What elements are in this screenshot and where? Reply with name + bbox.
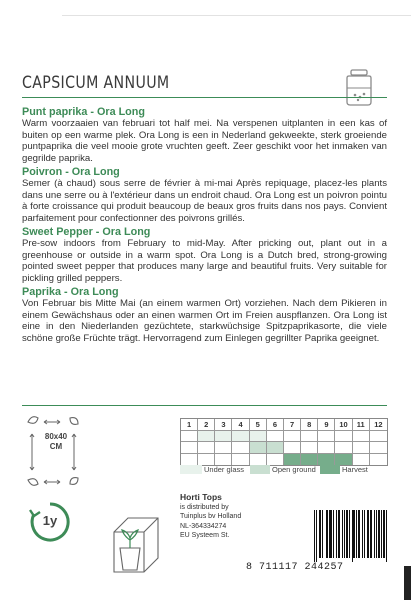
barcode-bar bbox=[320, 510, 321, 558]
calendar-cell bbox=[181, 431, 198, 443]
calendar-cell bbox=[284, 431, 301, 443]
calendar-grid bbox=[180, 418, 388, 466]
barcode-bar bbox=[386, 510, 387, 562]
calendar-cell bbox=[318, 442, 335, 454]
spacing-label bbox=[44, 432, 68, 452]
calendar-legend bbox=[180, 465, 388, 475]
calendar-month-10: 10 bbox=[335, 419, 352, 431]
calendar-month-6: 6 bbox=[267, 419, 284, 431]
sowing-calendar bbox=[180, 418, 388, 466]
company-info bbox=[180, 491, 300, 540]
calendar-cell bbox=[318, 431, 335, 443]
barcode-bar bbox=[352, 510, 353, 562]
calendar-cell bbox=[318, 454, 335, 466]
edge-mark bbox=[404, 566, 411, 600]
barcode-bar bbox=[349, 510, 350, 558]
calendar-cell bbox=[181, 454, 198, 466]
barcode-bar bbox=[347, 510, 348, 558]
barcode-bar bbox=[358, 510, 359, 558]
package-top-flap bbox=[62, 0, 411, 16]
company-name: Horti Tops bbox=[180, 492, 222, 502]
section-title: Poivron - Ora Long bbox=[22, 166, 120, 178]
calendar-cell bbox=[267, 431, 284, 443]
calendar-cell bbox=[198, 431, 215, 443]
barcode-bar bbox=[330, 510, 331, 558]
lifecycle-label: 1y bbox=[42, 513, 58, 528]
section-english bbox=[22, 226, 387, 284]
legend-harvest-swatch bbox=[320, 465, 340, 474]
barcode-bar bbox=[381, 510, 382, 558]
barcode bbox=[314, 510, 388, 568]
legend-harvest: Harvest bbox=[342, 465, 368, 474]
barcode-number: 8 711117 244257 bbox=[246, 562, 344, 573]
company-line: NL-364334274 bbox=[180, 522, 227, 530]
calendar-month-2: 2 bbox=[198, 419, 215, 431]
calendar-cell bbox=[267, 442, 284, 454]
calendar-cell bbox=[284, 442, 301, 454]
calendar-cell bbox=[215, 442, 232, 454]
calendar-cell bbox=[301, 454, 318, 466]
calendar-cell bbox=[370, 431, 387, 443]
calendar-cell bbox=[335, 442, 352, 454]
barcode-bar bbox=[378, 510, 379, 558]
legend-under-glass-swatch bbox=[180, 465, 202, 474]
calendar-cell bbox=[301, 442, 318, 454]
barcode-bar bbox=[329, 510, 330, 558]
barcode-bar bbox=[364, 510, 365, 558]
section-german bbox=[22, 286, 387, 344]
seed-jar-icon bbox=[342, 68, 376, 108]
barcode-bar bbox=[359, 510, 360, 558]
calendar-month-4: 4 bbox=[232, 419, 249, 431]
calendar-month-12: 12 bbox=[370, 419, 387, 431]
legend-open-ground: Open ground bbox=[272, 465, 316, 474]
calendar-cell bbox=[215, 431, 232, 443]
plant-spacing-icon bbox=[22, 414, 82, 490]
barcode-bar bbox=[327, 510, 328, 558]
legend-open-ground-swatch bbox=[250, 465, 270, 474]
barcode-bar bbox=[316, 510, 317, 562]
barcode-bar bbox=[368, 510, 369, 558]
barcode-bar bbox=[371, 510, 372, 558]
calendar-month-3: 3 bbox=[215, 419, 232, 431]
barcode-bar bbox=[370, 510, 371, 558]
description-sections bbox=[22, 106, 387, 346]
calendar-cell bbox=[215, 454, 232, 466]
calendar-cell bbox=[335, 454, 352, 466]
calendar-month-7: 7 bbox=[284, 419, 301, 431]
barcode-bar bbox=[376, 510, 377, 558]
section-body: Semer (à chaud) sous serre de février à mi-mai Après repiquage, placez-les plants dans une serre ou à l'extérieur dans un endroit chaud. Ora Long est un poivron pointu à forte croissance qui produit beaucoup de beaux gros fruits dans nos pays. Convient parfaitement pour confectionner des poivrons grillés. bbox=[22, 178, 387, 224]
calendar-cell bbox=[353, 442, 370, 454]
barcode-bar bbox=[326, 510, 327, 558]
calendar-cell bbox=[370, 442, 387, 454]
barcode-bar bbox=[383, 510, 384, 558]
title-rule bbox=[22, 97, 387, 98]
legend-under-glass: Under glass bbox=[204, 465, 245, 474]
barcode-bar bbox=[374, 510, 375, 558]
section-body: Von Februar bis Mitte Mai (an einem warmen Ort) vorziehen. Nach dem Pikieren in einem Gewächshaus oder an einen warmen Ort im Freien auspflanzen. Ora Long ist eine in den Niederlanden gezüchtete, starkwüchsige Spitzpaprikasorte, die viele schöne große Früchte trägt. Hervorragend zum Einlegen gegrillter Paprika geeignet. bbox=[22, 298, 387, 344]
barcode-bar bbox=[356, 510, 357, 558]
barcode-bar bbox=[362, 510, 363, 558]
species-title: CAPSICUM ANNUUM bbox=[22, 73, 170, 92]
calendar-cell bbox=[370, 454, 387, 466]
calendar-cell bbox=[267, 454, 284, 466]
barcode-bar bbox=[333, 510, 334, 558]
section-body: Warm voorzaaien van februari tot half mei. Na verspenen uitplanten in een kas of buiten op een warme plek. Ora Long is een in Nederland gekweekte, sterk groeiende puntpaprika die veel mooie grote vruchten geeft. Zeer geschikt voor het inmaken van gegrilde paprika. bbox=[22, 118, 387, 164]
calendar-cell bbox=[353, 431, 370, 443]
barcode-bar bbox=[331, 510, 332, 558]
section-french bbox=[22, 166, 387, 224]
calendar-cell bbox=[232, 454, 249, 466]
calendar-cell bbox=[198, 454, 215, 466]
company-line: is distributed by bbox=[180, 504, 229, 511]
section-body: Pre-sow indoors from February to mid-May. After pricking out, plant out in a greenhouse or outside in a warm spot. Ora Long is a Dutch bred, strong-growing pointed sweet pepper that produces many large and beautiful fruits. Very suitable for pickling grilled peppers. bbox=[22, 238, 387, 284]
section-title: Paprika - Ora Long bbox=[22, 286, 119, 298]
calendar-cell bbox=[250, 454, 267, 466]
section-dutch bbox=[22, 106, 387, 164]
barcode-bar bbox=[342, 510, 343, 558]
calendar-cell bbox=[301, 431, 318, 443]
section-title: Sweet Pepper - Ora Long bbox=[22, 226, 151, 238]
calendar-cell bbox=[232, 431, 249, 443]
barcode-bar bbox=[346, 510, 347, 558]
barcode-bar bbox=[367, 510, 368, 558]
company-line: Tuinplus bv Holland bbox=[180, 513, 242, 521]
calendar-cell bbox=[181, 442, 198, 454]
calendar-month-1: 1 bbox=[181, 419, 198, 431]
info-divider bbox=[22, 405, 387, 406]
calendar-month-8: 8 bbox=[301, 419, 318, 431]
calendar-month-9: 9 bbox=[318, 419, 335, 431]
barcode-bar bbox=[336, 510, 337, 558]
calendar-month-11: 11 bbox=[353, 419, 370, 431]
barcode-bar bbox=[319, 510, 320, 558]
barcode-bar bbox=[322, 510, 323, 558]
barcode-bar bbox=[344, 510, 345, 558]
barcode-bar bbox=[379, 510, 380, 558]
spacing-unit: CM bbox=[49, 442, 63, 451]
barcode-bar bbox=[338, 510, 339, 558]
calendar-cell bbox=[198, 442, 215, 454]
calendar-cell bbox=[284, 454, 301, 466]
calendar-cell bbox=[250, 431, 267, 443]
section-title: Punt paprika - Ora Long bbox=[22, 106, 145, 118]
barcode-bar bbox=[314, 510, 315, 562]
calendar-month-5: 5 bbox=[250, 419, 267, 431]
calendar-cell bbox=[250, 442, 267, 454]
spacing-value: 80x40 bbox=[44, 432, 68, 441]
greenhouse-pot-icon bbox=[108, 496, 164, 576]
calendar-cell bbox=[335, 431, 352, 443]
barcode-bar bbox=[384, 510, 385, 558]
barcode-bar bbox=[353, 510, 354, 558]
calendar-cell bbox=[232, 442, 249, 454]
barcode-bar bbox=[339, 510, 340, 558]
barcode-bar bbox=[354, 510, 355, 558]
calendar-cell bbox=[353, 454, 370, 466]
company-line: EU Systeem St. bbox=[180, 531, 230, 539]
